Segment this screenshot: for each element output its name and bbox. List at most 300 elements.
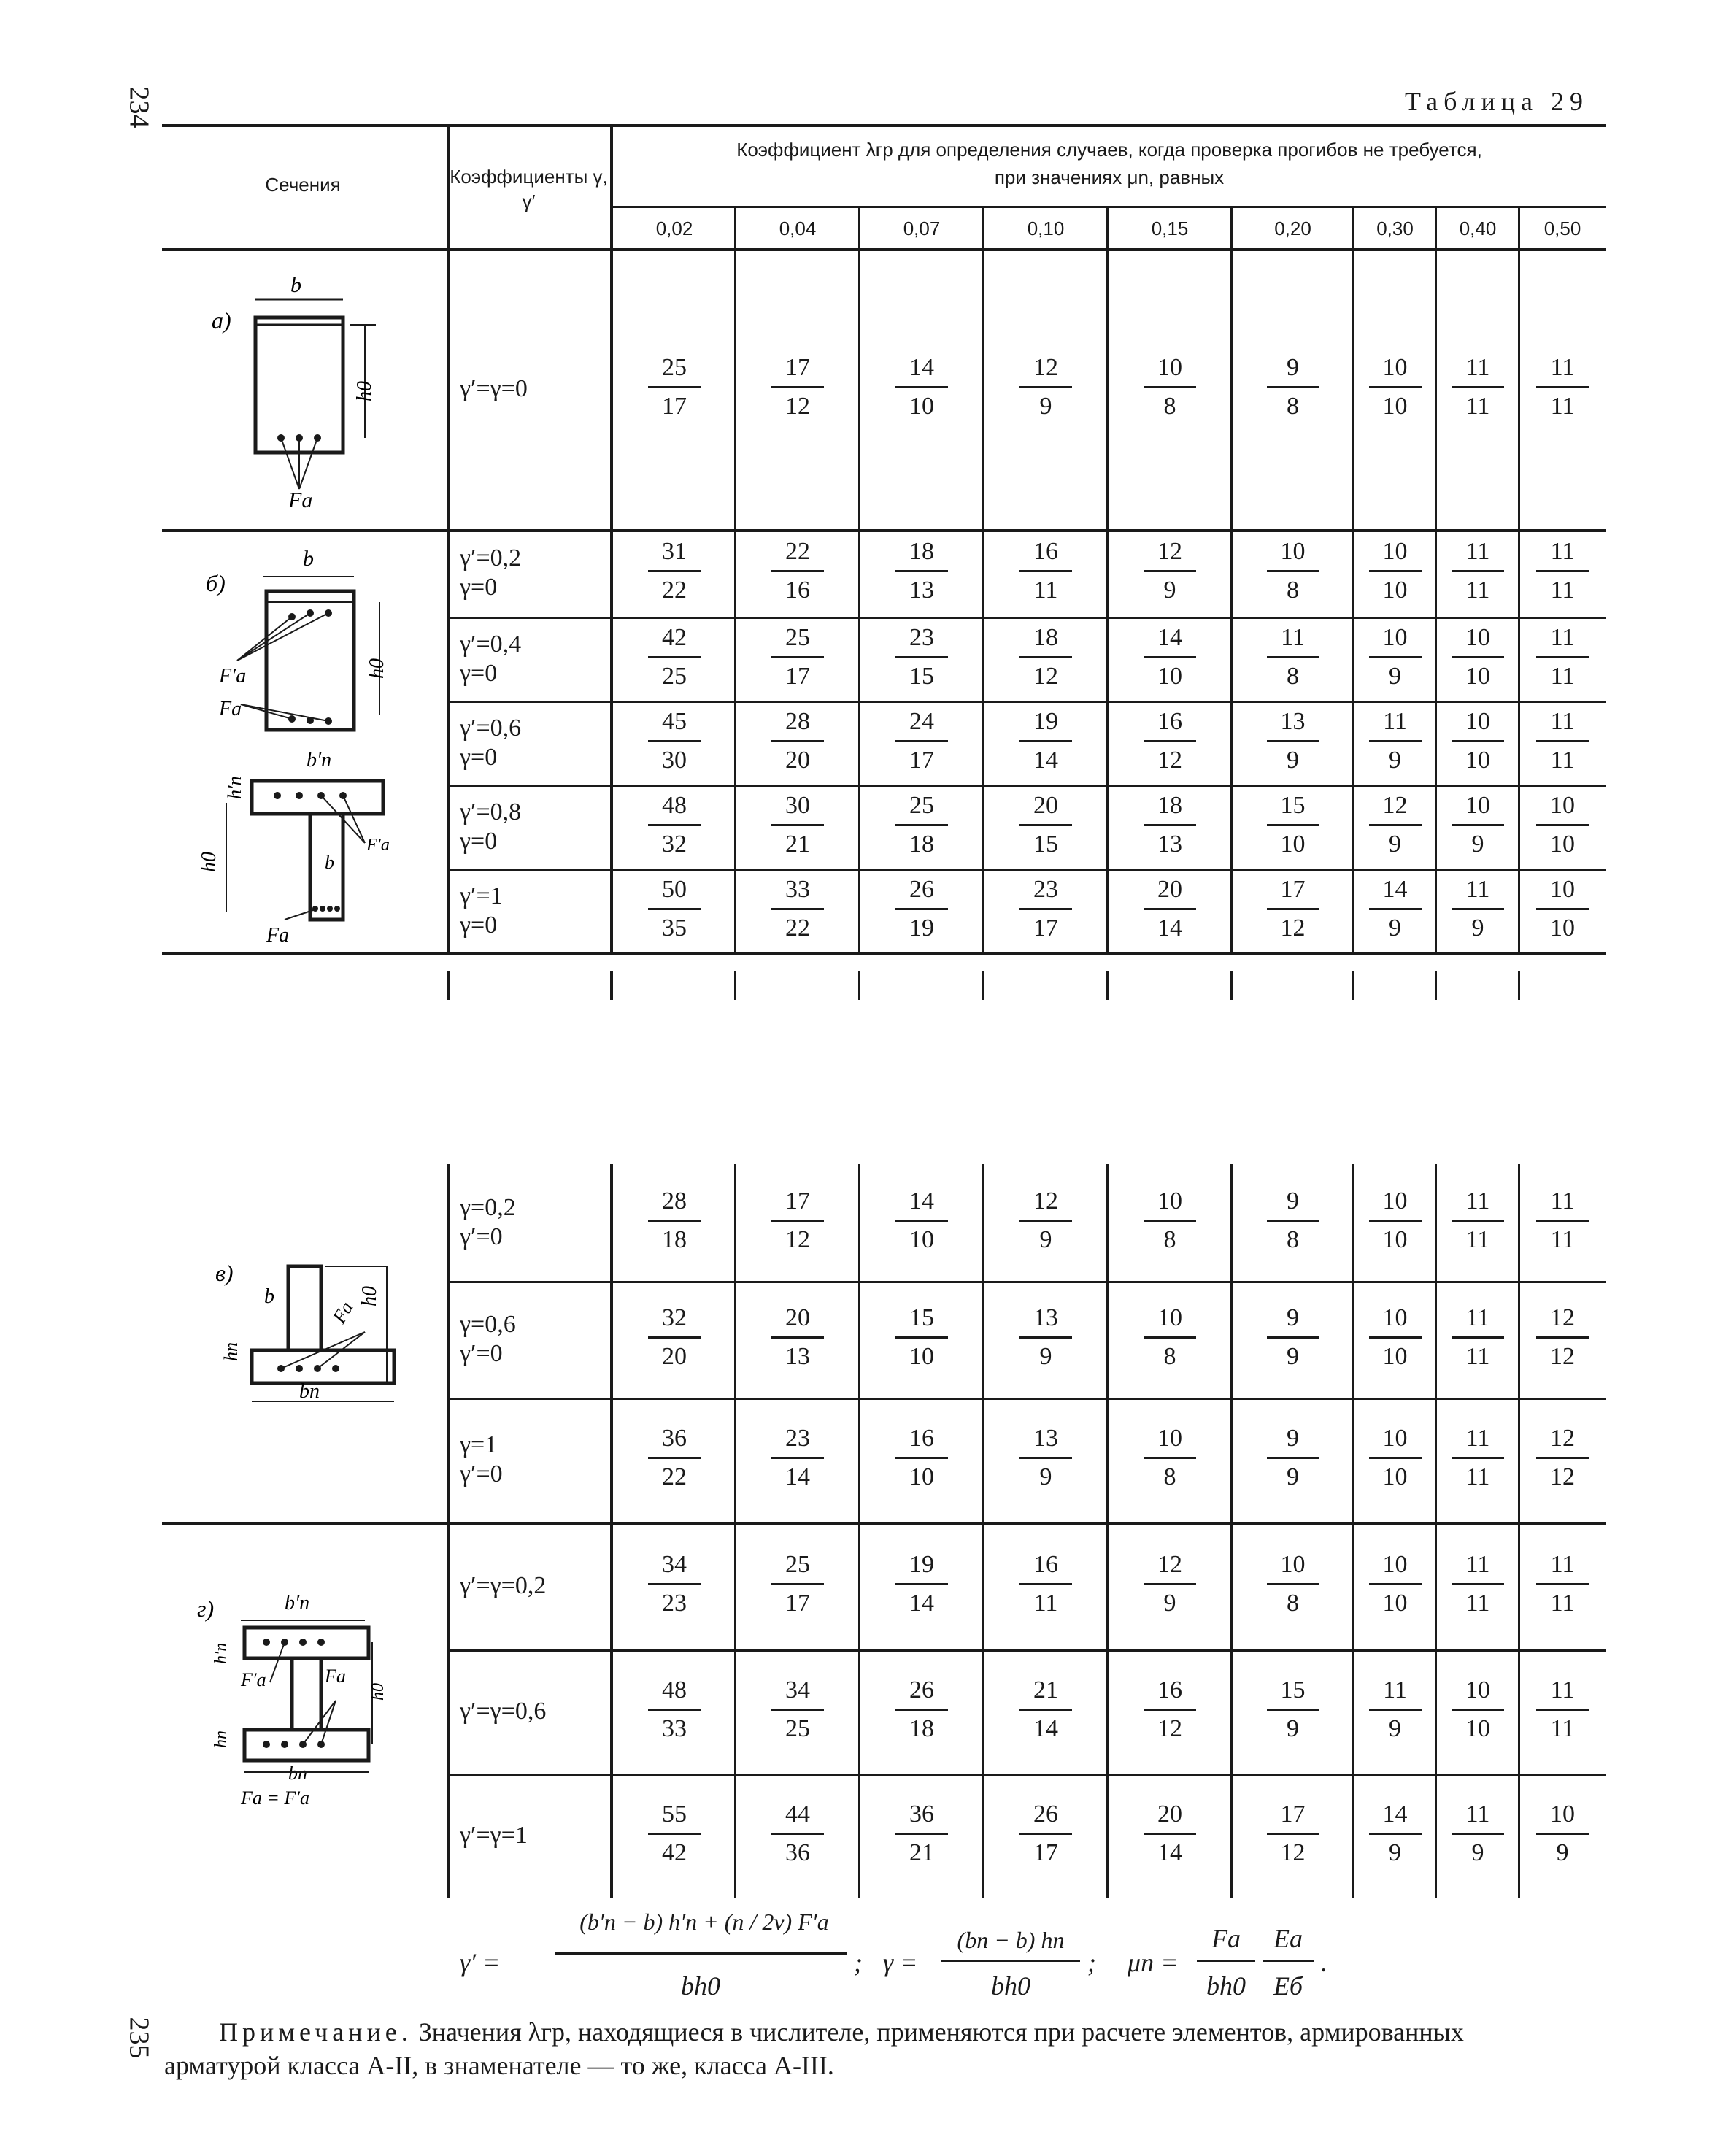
fraction-bar [1267,386,1319,388]
fraction-bar [1019,1220,1072,1222]
formula-gamma-prime-num: (b′п − b) h′п + (n / 2ν) F′a [579,1909,829,1935]
numerator: 10 [1465,707,1490,735]
value-col-line [1106,971,1109,1000]
fraction-bar [648,656,701,658]
fraction-bar [1144,1833,1196,1835]
denominator: 10 [1382,392,1408,420]
value-cell-r0-c1 [736,354,860,420]
numerator: 11 [1281,623,1305,651]
denominator: 25 [785,1715,810,1742]
value-cell-r5-c3 [984,876,1108,942]
numerator: 11 [1550,1550,1575,1578]
value-cell-r7-c1 [736,1304,860,1371]
section-a-height-label: h0 [353,381,376,401]
fraction-bar [895,740,948,742]
numerator: 19 [1033,707,1058,735]
numerator: 45 [662,707,687,735]
numerator: 9 [1287,1187,1299,1214]
fraction-bar [648,1336,701,1339]
fraction-bar [1452,740,1504,742]
denominator: 13 [1157,830,1182,858]
value-cell-r7-c0 [613,1304,736,1371]
value-col-line [1352,1164,1354,1898]
fraction-bar [1369,824,1422,826]
fraction-bar [1267,908,1319,910]
subrow-rule [449,1774,1606,1776]
value-cell-r2-c4 [1108,624,1232,690]
fraction-bar [1452,1336,1504,1339]
value-col-line [734,1164,736,1898]
fraction-bar [1019,1336,1072,1339]
fraction-bar [648,1833,701,1835]
fraction-bar [1536,656,1589,658]
fraction-bar [1369,740,1422,742]
fraction-bar [895,1457,948,1459]
formula-gamma-prime-den: bh0 [681,1971,720,2001]
numerator: 10 [1157,1304,1182,1331]
numerator: 16 [1157,707,1182,735]
denominator: 9 [1389,662,1401,690]
numerator: 30 [785,791,810,819]
numerator: 20 [1033,791,1058,819]
numerator: 12 [1550,1425,1575,1452]
section-v-drawing [197,1252,409,1420]
value-cell-r9-c6 [1354,1551,1436,1617]
header-lambda-line2: при значениях μn, равных [994,166,1225,188]
coef-line-2: γ=0 [460,911,498,939]
numerator: 11 [1550,538,1575,565]
value-col-line [858,971,860,1000]
value-cell-r2-c5 [1232,624,1354,690]
value-cell-r6-c5 [1232,1187,1354,1254]
fraction-bar [1144,1709,1196,1711]
section-a-label: а) [212,307,231,334]
numerator: 25 [785,623,810,651]
numerator: 25 [785,1550,810,1578]
value-cell-r8-c5 [1232,1425,1354,1491]
numerator: 33 [785,875,810,903]
denominator: 10 [1157,662,1182,690]
subrow-rule [449,617,1606,619]
denominator: 25 [662,662,687,690]
fraction-bar [1369,656,1422,658]
numerator: 18 [1157,791,1182,819]
mu-header-5: 0,20 [1274,217,1311,239]
note-text-line1: Значения λгр, находящиеся в числителе, применяются при расчете элементов, армированных [418,2017,1464,2047]
value-cell-r6-c0 [613,1187,736,1254]
mu-header-2: 0,07 [903,217,941,239]
numerator: 9 [1287,353,1299,381]
fraction-bar [1267,1833,1319,1835]
numerator: 11 [1465,875,1490,903]
fraction-bar [1267,1457,1319,1459]
coef-line-2: γ=0 [460,659,498,687]
section-b-rebar-top-label: F′a [219,665,247,688]
denominator: 8 [1163,1463,1176,1490]
coef-col-left-line [447,124,450,952]
denominator: 11 [1465,1589,1490,1617]
numerator: 24 [909,707,934,735]
numerator: 10 [1157,1425,1182,1452]
value-col-line [1106,1164,1109,1898]
denominator: 9 [1389,746,1401,774]
value-cell-r3-c1 [736,708,860,774]
fraction-bar [771,570,824,572]
numerator: 11 [1465,1801,1490,1828]
numerator: 36 [909,1801,934,1828]
numerator: 11 [1550,1187,1575,1214]
fraction-bar [648,1709,701,1711]
value-cell-r7-c7 [1436,1304,1519,1371]
value-cell-r0-c5 [1232,354,1354,420]
denominator: 36 [785,1839,810,1866]
value-cell-r4-c7 [1436,792,1519,858]
formula-mu-num2: Ea [1273,1924,1303,1953]
coef-col-left-line [447,1164,450,1898]
fraction-bar [1267,570,1319,572]
numerator: 17 [785,1187,810,1214]
denominator: 13 [909,577,934,604]
coef-cell-2 [460,630,609,688]
coef-line-2: γ=0 [460,574,498,601]
numerator: 14 [1157,623,1182,651]
numerator: 18 [1033,623,1058,651]
section-b-web-width-label: b [325,852,334,873]
fraction-bar [1452,1457,1504,1459]
table-title: Таблица 29 [1405,87,1589,116]
denominator: 11 [1465,1463,1490,1490]
fraction-bar [1452,824,1504,826]
value-cell-r1-c8 [1519,538,1606,604]
denominator: 9 [1163,577,1176,604]
section-v-rebar-label: Fa [328,1298,358,1327]
coef-line-2: γ′=0 [460,1340,503,1367]
denominator: 9 [1039,1226,1052,1253]
page-number-bottom: 235 [123,2017,155,2059]
fraction-bar [1144,824,1196,826]
numerator: 20 [1157,1801,1182,1828]
value-cell-r3-c8 [1519,708,1606,774]
fraction-bar [1267,1336,1319,1339]
numerator: 12 [1033,1187,1058,1214]
coef-cell-5 [460,882,609,940]
value-cell-r4-c1 [736,792,860,858]
fraction-bar [895,1336,948,1339]
value-cell-r0-c2 [860,354,984,420]
value-cell-r4-c0 [613,792,736,858]
value-cell-r3-c4 [1108,708,1232,774]
fraction-bar [771,908,824,910]
fraction-bar [1267,1220,1319,1222]
value-cell-r6-c6 [1354,1187,1436,1254]
value-cell-r6-c8 [1519,1187,1606,1254]
numerator: 10 [1157,1187,1182,1214]
denominator: 14 [1157,914,1182,942]
coef-line-1: γ=0,6 [460,1311,516,1338]
fraction-bar [1144,386,1196,388]
coef-line-2: γ′=0 [460,1460,503,1487]
fraction-bar [648,570,701,572]
value-cell-r11-c8 [1519,1801,1606,1867]
denominator: 11 [1550,1589,1575,1617]
numerator: 44 [785,1801,810,1828]
denominator: 9 [1471,914,1484,942]
denominator: 11 [1033,1589,1058,1617]
denominator: 10 [1382,1226,1408,1253]
section-v-label: в) [215,1260,234,1286]
value-cell-r11-c7 [1436,1801,1519,1867]
fraction-bar [771,824,824,826]
denominator: 9 [1556,1839,1569,1866]
denominator: 17 [785,662,810,690]
value-cell-r5-c1 [736,876,860,942]
numerator: 12 [1157,1550,1182,1578]
numerator: 26 [909,875,934,903]
fraction-bar [1144,570,1196,572]
coef-line-1: γ′=0,6 [460,714,522,742]
denominator: 8 [1163,1226,1176,1253]
denominator: 9 [1039,1343,1052,1370]
numerator: 16 [1157,1676,1182,1703]
denominator: 10 [1550,830,1575,858]
fraction-bar [1369,570,1422,572]
denominator: 14 [1157,1839,1182,1866]
value-cell-r10-c3 [984,1676,1108,1743]
section-b-rebar-top-label-2: F′a [366,836,390,855]
value-cell-r5-c6 [1354,876,1436,942]
denominator: 22 [662,577,687,604]
formula-gamma-prime-bar [555,1952,847,1955]
value-cell-r0-c7 [1436,354,1519,420]
numerator: 10 [1550,791,1575,819]
value-cell-r5-c4 [1108,876,1232,942]
formula-gamma-num: (bп − b) hп [957,1927,1065,1953]
value-col-line [1435,1164,1437,1898]
numerator: 32 [662,1304,687,1331]
denominator: 10 [1280,830,1306,858]
mu-header-7: 0,40 [1459,217,1497,239]
value-cell-r8-c1 [736,1425,860,1491]
coef-line-1: γ′=γ=1 [460,1822,528,1849]
fraction-bar [1369,1220,1422,1222]
section-g-condition-label: Fa = F′a [241,1787,309,1809]
denominator: 18 [909,1715,934,1742]
denominator: 14 [785,1463,810,1490]
fraction-bar [648,1220,701,1222]
denominator: 32 [662,830,687,858]
value-cell-r11-c3 [984,1801,1108,1867]
value-cell-r10-c6 [1354,1676,1436,1743]
denominator: 15 [909,662,934,690]
value-cell-r6-c4 [1108,1187,1232,1254]
fraction-bar [895,1709,948,1711]
numerator: 19 [909,1550,934,1578]
value-cell-r7-c5 [1232,1304,1354,1371]
numerator: 14 [1382,1801,1408,1828]
value-cell-r6-c2 [860,1187,984,1254]
value-cell-r9-c7 [1436,1551,1519,1617]
numerator: 20 [785,1304,810,1331]
value-cell-r10-c1 [736,1676,860,1743]
coef-cell-1 [460,544,609,602]
numerator: 17 [785,353,810,381]
denominator: 10 [1465,1715,1490,1742]
fraction-bar [1144,1336,1196,1339]
numerator: 12 [1382,791,1408,819]
numerator: 10 [1382,1187,1408,1214]
section-g-h-top-label: h′п [212,1642,231,1664]
denominator: 17 [1033,914,1058,942]
denominator: 9 [1287,1343,1299,1370]
value-col-line [982,1164,984,1898]
numerator: 12 [1033,353,1058,381]
coef-cell-11 [460,1821,609,1850]
denominator: 11 [1465,1226,1490,1253]
value-cell-r1-c1 [736,538,860,604]
numerator: 11 [1465,1187,1490,1214]
numerator: 11 [1465,1550,1490,1578]
coef-line-1: γ′=0,4 [460,630,522,658]
numerator: 36 [662,1425,687,1452]
value-cell-r7-c8 [1519,1304,1606,1371]
value-cell-r2-c2 [860,624,984,690]
value-cell-r11-c5 [1232,1801,1354,1867]
value-col-line [1518,1164,1520,1898]
section-b-h0-label: h0 [198,852,220,872]
value-cell-r11-c2 [860,1801,984,1867]
fraction-bar [648,386,701,388]
denominator: 8 [1287,392,1299,420]
formula-gamma-lhs: γ = [883,1948,918,1977]
fraction-bar [895,1833,948,1835]
header-inner-rule [613,206,1606,208]
fraction-bar [1536,570,1589,572]
value-cell-r11-c1 [736,1801,860,1867]
fraction-bar [1144,1457,1196,1459]
mu-header-3: 0,10 [1027,217,1065,239]
value-col-line [734,971,736,1000]
fraction-bar [1019,656,1072,658]
denominator: 10 [1465,662,1490,690]
formula-mu-num1: Fa [1211,1924,1241,1953]
value-cell-r8-c7 [1436,1425,1519,1491]
section-g-rebar-top-label: F′a [241,1669,266,1690]
denominator: 9 [1039,1463,1052,1490]
denominator: 10 [1465,746,1490,774]
denominator: 18 [662,1226,687,1253]
mu-header-1: 0,04 [779,217,817,239]
numerator: 11 [1465,538,1490,565]
numerator: 10 [1280,1550,1306,1578]
fraction-bar [648,1583,701,1585]
numerator: 10 [1157,353,1182,381]
denominator: 9 [1163,1589,1176,1617]
fraction-bar [1267,740,1319,742]
value-cell-r1-c7 [1436,538,1519,604]
subrow-rule [449,1398,1606,1400]
value-cell-r1-c4 [1108,538,1232,604]
section-b-rebar-label: Fa [219,698,242,720]
formula-separator-2: ; [1087,1948,1096,1977]
value-cell-r10-c7 [1436,1676,1519,1743]
coef-line-1: γ′=γ=0,6 [460,1698,547,1725]
denominator: 17 [662,392,687,420]
group-rule-v [162,1522,1606,1525]
group-rule-a [162,529,1606,532]
value-cell-r6-c1 [736,1187,860,1254]
value-col-line [858,1164,860,1898]
value-col-line [982,971,984,1000]
denominator: 20 [785,746,810,774]
value-col-line [1230,971,1233,1000]
numerator: 22 [785,538,810,565]
value-cell-r8-c8 [1519,1425,1606,1491]
value-cell-r10-c4 [1108,1676,1232,1743]
coef-col-right-line [610,971,613,1000]
fraction-bar [1019,824,1072,826]
numerator: 11 [1465,1425,1490,1452]
value-cell-r4-c8 [1519,792,1606,858]
denominator: 11 [1550,392,1575,420]
coef-line-2: γ′=0 [460,1223,503,1250]
numerator: 16 [1033,538,1058,565]
value-cell-r7-c3 [984,1304,1108,1371]
value-cell-r4-c5 [1232,792,1354,858]
value-cell-r2-c1 [736,624,860,690]
numerator: 50 [662,875,687,903]
denominator: 8 [1287,1226,1299,1253]
value-cell-r3-c5 [1232,708,1354,774]
numerator: 14 [909,353,934,381]
numerator: 34 [662,1550,687,1578]
value-cell-r4-c4 [1108,792,1232,858]
coef-cell-8 [460,1431,609,1489]
fraction-bar [1369,1709,1422,1711]
denominator: 9 [1287,1463,1299,1490]
denominator: 11 [1550,662,1575,690]
denominator: 8 [1287,1589,1299,1617]
section-b-drawing [197,547,409,956]
coef-cell-10 [460,1697,609,1726]
numerator: 14 [909,1187,934,1214]
numerator: 25 [662,353,687,381]
value-cell-r9-c1 [736,1551,860,1617]
coef-line-2: γ=0 [460,743,498,771]
numerator: 10 [1465,791,1490,819]
denominator: 10 [1382,1589,1408,1617]
numerator: 16 [909,1425,934,1452]
denominator: 11 [1550,746,1575,774]
section-a-drawing [197,274,387,515]
fraction-bar [648,824,701,826]
coef-cell-4 [460,798,609,856]
numerator: 10 [1465,623,1490,651]
fraction-bar [895,570,948,572]
header-lambda-line1: Коэффициент λгр для определения случаев, когда проверка прогибов не требуется, [736,139,1482,161]
value-cell-r4-c2 [860,792,984,858]
denominator: 10 [1382,577,1408,604]
section-g-label: г) [197,1595,215,1622]
numerator: 12 [1157,538,1182,565]
header-bottom-rule [162,248,1606,251]
denominator: 18 [909,830,934,858]
formula-end-dot: . [1321,1948,1327,1977]
value-cell-r0-c4 [1108,354,1232,420]
value-cell-r1-c6 [1354,538,1436,604]
value-cell-r0-c3 [984,354,1108,420]
value-cell-r3-c7 [1436,708,1519,774]
numerator: 48 [662,791,687,819]
